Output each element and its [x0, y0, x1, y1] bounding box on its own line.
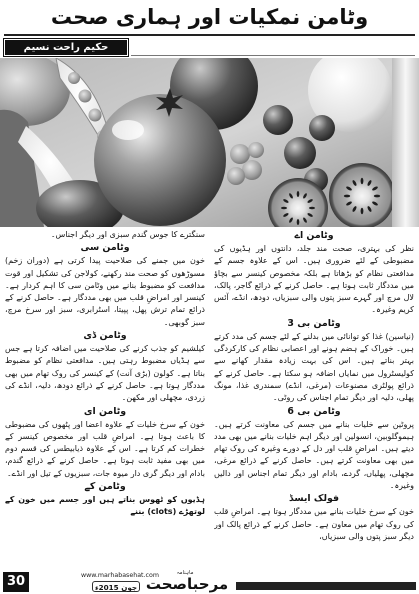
column-left-lead-line: سنگترے کا جوس گندم سبزی اور دیگر اجناس۔ — [50, 230, 205, 239]
kiwi-half-shape — [329, 163, 395, 227]
grape-shape — [242, 160, 262, 180]
kiwi-seed — [281, 207, 287, 210]
heading-vitamin-a: وٹامن اے — [294, 230, 334, 241]
kiwi-seed — [297, 219, 300, 225]
magazine-logo: مرحباصحت — [145, 575, 229, 593]
cherry-tomato-shape — [263, 105, 293, 135]
heading-vitamin-c: وٹامن سی — [80, 242, 130, 254]
website-url: www.marhabasehat.com — [81, 572, 159, 579]
bottle-shape — [392, 58, 419, 227]
body-vitamin-c: خون میں جمنے کی صلاحیت پیدا کرتی ہے (دوران زخم) مسوڑھوں کو صحت مند رکھنے، کولاجن کی تشکیل اور قوت مدافعت کو مضبوط بنانے میں وٹامن سی کا اہم کردار ہے۔ کینسر اور امراضِ قلب میں بھی مددگار ہے۔ حاصل کرنے کے ذرائع تمام ترش پھل، پپیتا، اسٹرابری، سبز اور سرخ مرچ، سبز گوبھی۔ — [5, 256, 205, 327]
title-rule — [4, 34, 415, 36]
cherry-tomato-shape — [284, 137, 316, 169]
column-right — [214, 229, 414, 568]
heading-vitamin-e: وٹامن ای — [83, 405, 127, 417]
section-vitamin-b6 — [214, 405, 414, 493]
kiwi-seed — [309, 207, 315, 210]
kiwi-seed — [361, 178, 364, 184]
page-number: 30 — [3, 572, 29, 592]
body-vitamin-a: نظر کی بہتری، صحت مند جلد، دانتوں اور ہڈیوں کی مضبوطی کے لئے ضروری ہیں۔ اس کے علاوہ جسم کے مدافعتی نظام کو بڑھاتا ہے بلکہ مخصوص کینسر سے بچاؤ میں مددگار ثابت ہوتا ہے۔ حاصل کرنے کے ذرائع گاجر، پالک، لال مرچ اور گہرے سبز پتوں والی سبزیاں، دودھ، انڈے، آئس کریم وغیرہ۔ — [214, 244, 414, 315]
body-vitamin-b3: (نیاسین) غذا کو توانائی میں بدلنے کے لئے جسم کی مدد کرتے ہیں۔ خوراک کے ہضم ہونے اور اعصابی نظام کی کارکردگی بہتر بناتے ہیں۔ اس کی بہت زیادہ مقدار کھانے سے کولیسٹرول میں نمایاں اضافہ ہو سکتا ہے۔ حاصل کرنے کے ذرائع پولٹری مصنوعات (مرغی، انڈے) سمندری غذا، مونگ پھلی، دلیہ اور دیگر تمام اجناس کی روٹی۔ — [214, 331, 414, 403]
cherry-tomato-shape — [309, 115, 335, 141]
section-vitamin-a — [214, 229, 414, 317]
article-title: وٹامن نمکیات اور ہماری صحت — [50, 5, 369, 29]
section-folic-acid — [214, 492, 414, 543]
kiwi-seed — [361, 208, 364, 214]
grape-shape — [230, 144, 250, 164]
body-vitamin-e: خون کے سرخ خلیات کے علاوہ اعضا اور پٹھوں کی مضبوطی کا باعث ہوتا ہے۔ امراضِ قلب اور مخصوص کینسر کے خطرات کم کرتا ہے۔ اس کے علاوہ ذیابیطس کی قسم دوم میں بھی مفید ثابت ہوتا ہے۔ حاصل کرنے کے ذرائع گندم، بادام اور دیگر گری دار میوہ جات، سبزیوں کے تیل اور انڈے۔ — [5, 419, 205, 478]
section-vitamin-d — [5, 329, 205, 404]
section-vitamin-e — [5, 405, 205, 480]
author-name: حکیم راحت نسیم — [23, 42, 109, 53]
body-vitamin-d: کیلشیم کو جذب کرنے کی صلاحیت میں اضافہ کرتا ہے جس سے ہڈیاں مضبوط رہتی ہیں۔ مدافعتی نظام کو مضبوط بناتا ہے۔ کولون (بڑی آنت) کے کینسر کی روک تھام میں بھی مددگار ہوتا ہے۔ حاصل کرنے کے ذرائع دودھ، دلیہ، انڈے کی زردی، مچھلی اور مکھن۔ — [5, 344, 205, 403]
tomato-shape — [94, 94, 226, 226]
body-vitamin-b6: پروٹین سے خلیات بنانے میں جسم کی معاونت کرتے ہیں۔ ہیموگلوبین، انسولین اور دیگر اہم خلیات بنانے میں بھی مدد دیتے ہیں۔ امراضِ قلب اور دل کے دورے وغیرہ کی روک تھام میں بھی معاونت کرتے ہیں۔ حاصل کرنے کے ذرائع مرغی، مچھلی، پھلیاں، گردے، بادام اور دیگر تمام اجناس اور دالیں وغیرہ۔ — [214, 419, 414, 491]
section-vitamin-k — [5, 480, 205, 519]
footer-bar — [236, 582, 416, 590]
page-footer — [0, 570, 419, 594]
pea-shape — [79, 90, 92, 103]
section-vitamin-c — [5, 241, 205, 329]
body-folic-acid: خون کے سرخ خلیات بنانے میں مددگار ہوتا ہے۔ امراضِ قلب کی روک تھام میں معاون ہے۔ حاصل کرنے کے ذرائع پالک اور دیگر سبز پتوں والی سبزیاں، — [214, 507, 414, 541]
column-left — [5, 229, 205, 568]
fruit-vegetable-photo — [0, 58, 419, 227]
kiwi-seed — [297, 191, 300, 197]
heading-vitamin-b6: وٹامن بی 6 — [287, 405, 341, 417]
section-vitamin-b3 — [214, 317, 414, 405]
heading-vitamin-b3: وٹامن بی 3 — [287, 317, 341, 329]
kiwi-seed — [344, 195, 350, 198]
logo-tagline: ماہنامہ — [176, 570, 194, 576]
kiwi-seed — [374, 195, 380, 198]
heading-vitamin-k: وٹامن کے — [84, 481, 126, 493]
issue-date: جون 2015ء — [92, 581, 140, 592]
body-vitamin-k: ہڈیوں کو ٹھوس بناتے ہیں اور جسم میں خون کے لوتھڑے (clots) بننے — [5, 495, 205, 517]
pea-shape — [68, 72, 80, 84]
author-rule — [131, 55, 415, 56]
tomato-highlight — [112, 120, 144, 140]
heading-folic-acid: فولک ایسڈ — [288, 493, 340, 505]
grape-shape — [227, 167, 245, 185]
author-byline — [4, 39, 128, 56]
grape-shape — [248, 142, 264, 158]
pea-shape — [89, 109, 102, 122]
heading-vitamin-d: وٹامن ڈی — [83, 330, 127, 342]
